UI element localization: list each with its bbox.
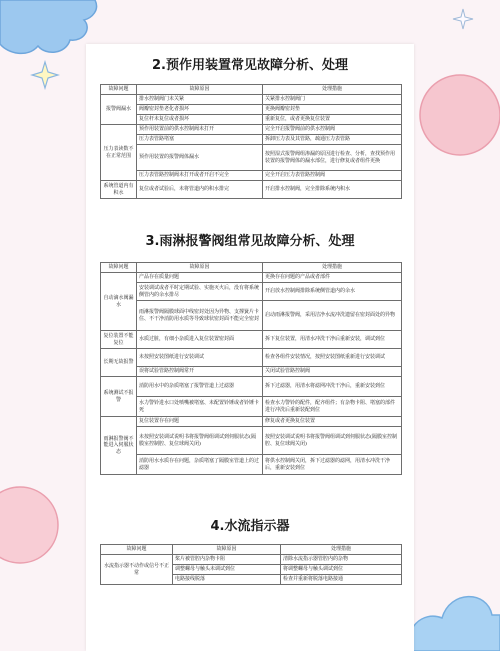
- measure-cell: 更换阀瓣密封垫: [263, 105, 402, 115]
- table-deluge-faults: [100, 262, 402, 475]
- cause-cell: 压力表管路堵塞: [137, 135, 263, 145]
- table-row: [101, 273, 402, 283]
- table-row: [101, 555, 402, 565]
- problem-cell: 报警阀漏水: [101, 95, 137, 125]
- problem-cell: 长期无故报警: [101, 349, 137, 377]
- header-cause: 故障原因: [137, 263, 263, 273]
- problem-cell: 复位装置不能复位: [101, 331, 137, 349]
- problem-cell: 雨淋报警阀不能进入伺服状态: [101, 417, 137, 475]
- cause-cell: 误将试验管路控制阀常开: [137, 367, 263, 377]
- measure-cell: 开启排水控制阀，完全排除系统内积水: [263, 181, 402, 199]
- measure-cell: 按照湿式报警阀组渗漏的原因进行检查、分析，查找预作用装置的报警阀体的漏水部位，进行修复或者组件更换: [263, 145, 402, 171]
- cause-cell: 产品存在质量问题: [137, 273, 263, 283]
- measure-cell: 拆卸压力表及其管路，疏通压力表管路: [263, 135, 402, 145]
- pink-circle-decoration: [0, 470, 70, 580]
- measure-cell: 将调整螺母与触头调试到位: [281, 565, 402, 575]
- table-row: [101, 105, 402, 115]
- cause-cell: 调整螺母与触头未调试到位: [173, 565, 281, 575]
- table-row: [101, 349, 402, 367]
- table-row: [101, 367, 402, 377]
- table-preaction-faults: [100, 84, 402, 199]
- problem-cell: 水流指示器不动作或信号不正常: [101, 555, 173, 585]
- table-row: [101, 301, 402, 331]
- cause-cell: 安装调试或者平时定期试验、实施灭火后，没有将系统侧管内的余水排尽: [137, 283, 263, 301]
- problem-cell: 系统管道内有积水: [101, 181, 137, 199]
- measure-cell: 检查水力警铃的配件，配齐组件；有杂物卡阻、堵塞的部件进行冲洗后重新装配到位: [263, 397, 402, 417]
- measure-cell: 开启放水控制阀排除系统侧管道内的余水: [263, 283, 402, 301]
- problem-cell: 压力表读数不在正常范围: [101, 125, 137, 181]
- cause-cell: 未按照安装调试说明书将报警阀组调试到伺服状态(隔膜室控制腔、复位球阀关闭): [137, 427, 263, 455]
- table-row: [101, 283, 402, 301]
- cause-cell: 消防用水中的杂质堵塞了报警管道上过滤器: [137, 377, 263, 397]
- cause-cell: 水力警铃进水口处喷嘴被堵塞、未配置铃锤或者铃锤卡死: [137, 397, 263, 417]
- measure-cell: 关闭试验管路控制阀: [263, 367, 402, 377]
- table-header-row: [101, 263, 402, 273]
- cause-cell: 未按照安装图纸进行安装调试: [137, 349, 263, 367]
- problem-cell: 系统测试不报警: [101, 377, 137, 417]
- cause-cell: 预作用装置的报警阀体漏水: [137, 145, 263, 171]
- section-title-4: 4.水流指示器: [210, 519, 290, 534]
- measure-cell: 完全开启压力表管路控制阀: [263, 171, 402, 181]
- table-row: [101, 331, 402, 349]
- measure-cell: 检查各组件安装情况，按照安装图纸重新进行安装调试: [263, 349, 402, 367]
- header-problem: 故障问题: [101, 85, 137, 95]
- table-header-row: [101, 545, 402, 555]
- header-measure: 处理措施: [281, 545, 402, 555]
- measure-cell: 拆下复位装置，用清水冲洗干净后重新安装，调试到位: [263, 331, 402, 349]
- header-problem: 故障问题: [101, 263, 137, 273]
- cause-cell: 复位杆未复位或者损坏: [137, 115, 263, 125]
- cause-cell: 预作用装置前的供水控制阀未打开: [137, 125, 263, 135]
- cause-cell: 阀瓣密封垫老化者损坏: [137, 105, 263, 115]
- measure-cell: 修复或者更换复位装置: [263, 417, 402, 427]
- section-title-2: 2.预作用装置常见故障分析、处理: [152, 58, 348, 73]
- cause-cell: 雨淋报警阀隔膜球面中线密封处因为异物、支撑簧片卡住、不干净消防用水质等导致球状密封面不能完全密封: [137, 301, 263, 331]
- measure-cell: 清除水流指示器管腔内的杂物: [281, 555, 402, 565]
- measure-cell: 将供水控制阀关闭，拆下过滤器的滤网，用清水冲洗干净后，重新安装到位: [263, 455, 402, 475]
- header-measure: 处理措施: [263, 85, 402, 95]
- table-row: [101, 135, 402, 145]
- table-header-row: [101, 85, 402, 95]
- measure-cell: 完全开启报警阀前的供水控制阀: [263, 125, 402, 135]
- cause-cell: 排水控制阀门未关紧: [137, 95, 263, 105]
- measure-cell: 启动雨淋报警阀，采用洁净水流冲洗遗留在密封面处的异物: [263, 301, 402, 331]
- table-row: [101, 397, 402, 417]
- cause-cell: 消防用水水质存在问题，杂质堵塞了隔膜室管道上的过滤器: [137, 455, 263, 475]
- sparkle-icon: [452, 8, 474, 30]
- header-measure: 处理措施: [263, 263, 402, 273]
- measure-cell: 按照安装调试说明书将报警阀组调试到伺服状态(隔膜室控制腔、复位球阀关闭): [263, 427, 402, 455]
- table-flow-indicator-faults: [100, 544, 402, 585]
- problem-cell: 自动滴水阀漏水: [101, 273, 137, 331]
- document-page: [86, 44, 414, 651]
- header-cause: 故障原因: [173, 545, 281, 555]
- measure-cell: 关紧排水控制阀门: [263, 95, 402, 105]
- measure-cell: 重新复位，或者更换复位装置: [263, 115, 402, 125]
- measure-cell: 更换存在问题的产品或者部件: [263, 273, 402, 283]
- table-row: [101, 377, 402, 397]
- cause-cell: 复位装置存在问题: [137, 417, 263, 427]
- cause-cell: 电路接线脱落: [173, 575, 281, 585]
- table-row: [101, 455, 402, 475]
- table-row: [101, 115, 402, 125]
- table-row: [101, 95, 402, 105]
- table-row: [101, 417, 402, 427]
- table-row: [101, 125, 402, 135]
- header-problem: 故障问题: [101, 545, 173, 555]
- table-row: [101, 181, 402, 199]
- cause-cell: 水质过脏，有细小杂质进入复位装置密封面: [137, 331, 263, 349]
- table-row: [101, 145, 402, 171]
- measure-cell: 拆下过滤器，用清水将滤网冲洗干净后，重新安装到位: [263, 377, 402, 397]
- section-title-3: 3.雨淋报警阀组常见故障分析、处理: [145, 234, 355, 249]
- pink-circle-decoration: [410, 60, 500, 170]
- sparkle-icon: [30, 60, 60, 90]
- measure-cell: 检查并重新将脱落电路接通: [281, 575, 402, 585]
- table-row: [101, 171, 402, 181]
- header-cause: 故障原因: [137, 85, 263, 95]
- cause-cell: 复位或者试验后，未将管道内的积水排完: [137, 181, 263, 199]
- cause-cell: 桨片被管腔内杂物卡阻: [173, 555, 281, 565]
- table-row: [101, 427, 402, 455]
- cause-cell: 压力表管路控制阀未打开或者开启不完全: [137, 171, 263, 181]
